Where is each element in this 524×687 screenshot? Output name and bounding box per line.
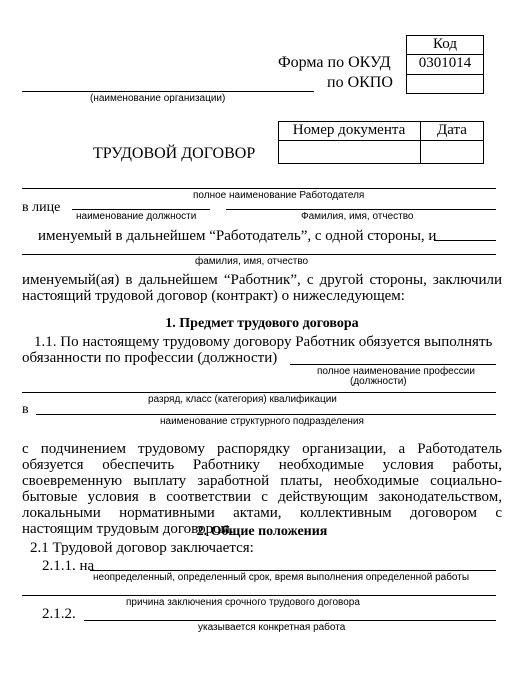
form-okud-label: Форма по ОКУД	[278, 54, 391, 71]
okud-code-value: 0301014	[418, 55, 472, 71]
section-2-heading: 2. Общие положения	[196, 524, 328, 539]
employer-name-line	[22, 188, 496, 189]
work-caption: указывается конкретная работа	[198, 622, 346, 633]
doc-table-row-divider	[278, 140, 484, 141]
term-line	[90, 570, 496, 571]
employee-name-line-start	[434, 240, 496, 241]
item-2-1: 2.1 Трудовой договор заключается:	[30, 540, 254, 556]
okud-box-divider-2	[406, 74, 484, 75]
doc-date-header: Дата	[437, 122, 467, 138]
employee-fio-caption: фамилия, имя, отчество	[195, 256, 309, 267]
dept-caption: наименование структурного подразделения	[160, 416, 364, 427]
item-1-1-line-1: 1.1. По настоящему трудовому договору Работник обязуется выполнять	[34, 334, 493, 350]
employer-fio-caption: Фамилия, имя, отчество	[301, 211, 414, 222]
employer-full-name-caption: полное наименование Работодателя	[193, 190, 365, 201]
org-name-caption: (наименование организации)	[90, 93, 226, 104]
okpo-label: по ОКПО	[327, 74, 393, 91]
employer-position-caption: наименование должности	[76, 211, 197, 222]
document-title: ТРУДОВОЙ ДОГОВОР	[93, 145, 256, 162]
in-dept-label: в	[22, 402, 29, 417]
okud-code-header: Код	[433, 36, 457, 52]
dept-line	[36, 414, 496, 415]
employee-intro-paragraph: именуемый(ая) в дальнейшем “Работник”, с другой стороны, заключили настоящий трудовой договор (контракт) о нижеследующем:	[22, 272, 502, 304]
rank-line	[22, 392, 496, 393]
employer-fio-line	[226, 209, 496, 210]
doc-number-header: Номер документа	[292, 122, 406, 138]
item-1-1-line-2: обязанности по профессии (должности)	[22, 350, 278, 366]
work-line	[84, 620, 496, 621]
item-2-1-2: 2.1.2.	[42, 606, 76, 622]
org-name-line	[22, 91, 314, 92]
reason-line	[22, 595, 496, 596]
profession-line	[290, 364, 496, 365]
in-person-label: в лице	[22, 200, 61, 215]
profession-caption-1: полное наименование профессии	[317, 366, 475, 377]
profession-caption-2: (должности)	[350, 376, 407, 387]
employee-name-line	[22, 254, 496, 255]
section-1-heading: 1. Предмет трудового договора	[165, 316, 359, 331]
employer-referred-line: именуемый в дальнейшем “Работодатель”, с одной стороны, и	[38, 228, 437, 244]
item-2-1-1: 2.1.1. на	[42, 558, 95, 574]
section-1-paragraph: с подчинением трудовому распорядку организации, а Работодатель обязуется обеспечить Работнику необходимые условия работы, своевременную выплату заработной платы, необходимые социально-бытовые условия в соответствии с действующим законодательством, локальными нормативными актами, коллективным договором с настоящим трудовым договором.	[22, 441, 502, 537]
term-caption: неопределенный, определенный срок, время выполнения определенной работы	[93, 572, 470, 583]
reason-caption: причина заключения срочного трудового договора	[126, 597, 360, 608]
rank-caption: разряд, класс (категория) квалификации	[148, 394, 337, 405]
employer-position-line	[72, 209, 210, 210]
